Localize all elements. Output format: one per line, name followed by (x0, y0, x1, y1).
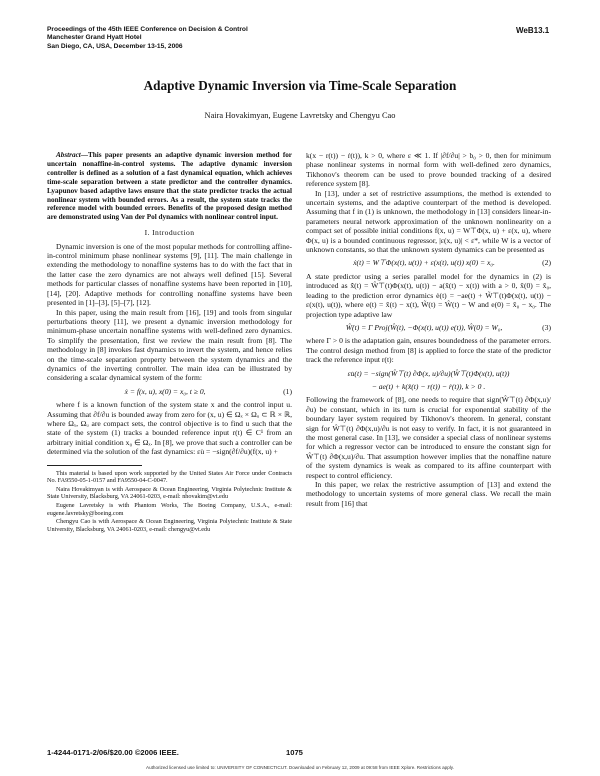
equation-2 (306, 258, 551, 267)
body-paragraph-r3: A state predictor using a series parallel model for the dynamics in (2) is introduced as x̂̇(t) = Ŵ⊤(t)Φ(x(t), u(t)) − a(x̂(t) − x(t)) with a > 0, x̂(0) = x̂₀, leading to the prediction error dynamics ė(t) = −ae(t) + W̃⊤(t)Φ(x(t), u(t)) − ε(x(t), u(t)), where e(t) = x̂(t) − x(t), W̃(t) = Ŵ(t) − W and e(0) = x̂₀ − x₀. The projection type adaptive law (306, 271, 551, 319)
equation-4b-body: − ae(t) + k(x̂(t) − r(t)) − ṙ(t)), k > 0 . (371, 381, 486, 391)
header-line-3: San Diego, CA, USA, December 13-15, 2006 (47, 42, 183, 50)
equation-3-number: (3) (542, 322, 551, 332)
equation-4-line-2 (306, 382, 551, 391)
footer-isbn: 1-4244-0171-2/06/$20.00 ©2006 IEEE. (47, 748, 179, 757)
equation-1-body: ẋ = f(x, u), x(0) = x₀, t ≥ 0, (124, 386, 206, 396)
intro-paragraph-1: Dynamic inversion is one of the most popular methods for controlling affine-in-control minimum phase nonlinear systems [9], [11]. The main challenge in extending the methodology to nonaffine systems has to do with the fact that in the latter case the zero dynamics are not always well defined [15]. Several methods for particular classes of nonaffine systems have been reported in [10], [14], [20]. Adaptive methods for controlling nonaffine systems have been presented in [1]–[3], [5]–[7], [12]. (47, 241, 292, 308)
equation-4a-body: εu̇(t) = −sign(Ŵ⊤(t) ∂Φ(x, u)/∂u)(Ŵ⊤(t)Φ(x(t), u(t)) (347, 368, 510, 378)
equation-3-body: Ŵ̇(t) = Γ Proj(Ŵ(t), −Φ(x(t), u(t)) e(t)), Ŵ(0) = W₀, (345, 322, 503, 332)
footnote-author-2: Eugene Lavretsky is with Phantom Works, The Boeing Company, U.S.A., e-mail: eugene.lavretsky@boeing.com (47, 501, 292, 517)
abstract-text: —This paper presents an adaptive dynamic inversion method for uncertain nonaffine-in-control systems. The adaptive dynamic inversion controller is defined as a solution of a fast dynamical equation, which achieves time-scale separation between a state predictor and the controller dynamics. Lyapunov based adaptive laws ensure that the state predictor tracks the actual nonlinear system with bounded errors. As a result, the system state tracks the reference model with bounded errors. Benefits of the proposed design method are demonstrated using Van der Pol dynamics with nonlinear control input. (47, 151, 292, 222)
author-list: Naira Hovakimyan, Eugene Lavretsky and Chengyu Cao (204, 111, 396, 120)
proceedings-header (47, 26, 248, 51)
license-notice: Authorized licensed use limited to: UNIVERSITY OF CONNECTICUT. Downloaded on February 12, 2009 at 09:58 from IEEE Xplore. Restrictions apply. (146, 765, 454, 770)
equation-1-number: (1) (283, 386, 292, 396)
header-line-1: Proceedings of the 45th IEEE Conference on Decision & Control (47, 26, 248, 33)
right-column (306, 151, 551, 741)
equation-2-body: ẋ(t) = W⊤Φ(x(t), u(t)) + ε(x(t), u(t)) x(0) = x₀. (353, 258, 495, 268)
body-paragraph-r5: Following the framework of [8], one needs to require that sign(Ŵ⊤(t) ∂Φ(x,u)/∂u) be constant, which in its turn is crucial for exponential stability of the boundary layer system required by Tikhonov's theorem. In general, constant sign for Ŵ⊤(t) ∂Φ(x,u)/∂u is not easy to verify. In fact, it is not guaranteed in the most general case. In [13], we consider a special class of nonlinear systems for which a regressor vector can be introduced to ensure the constant sign for Ŵ⊤(t) ∂Φ(x,u)/∂u. That assumption however implies that the nonaffine nature of the system dynamics is weak as compared to its affine counterpart with respect to control efficiency. (306, 395, 551, 480)
session-label: WeB13.1 (516, 26, 550, 35)
abstract-lead: Abstract (56, 151, 81, 159)
body-paragraph-r6: In this paper, we relax the restrictive assumption of [13] and extend the methodology to uncertain systems of more general class. We recall the main result from [16] that (306, 480, 551, 508)
header-line-2: Manchester Grand Hyatt Hotel (47, 34, 142, 42)
footnote-divider (47, 465, 142, 466)
page-number: 1075 (286, 748, 303, 757)
footnote-author-1: Naira Hovakimyan is with Aerospace & Ocean Engineering, Virginia Polytechnic Institute & State University, Blacksburg, VA 24061-0203, e-mail: nhovakim@vt.edu (47, 485, 292, 501)
intro-paragraph-2: In this paper, using the main result from [16], [19] and tools from singular perturbations theory [11], we present a dynamic inversion methodology for minimum-phase uncertain nonaffine systems with well-defined zero dynamics. To simplify the presentation, first we review the main result from [8]. The methodology in [8] invokes fast dynamics to invert the system, and hence relies on the time-scale separation property between the system dynamics and the dynamics of the inverting controller. The main idea can be illustrated by considering a scalar dynamical system of the form: (47, 307, 292, 383)
footnote-funding: This material is based upon work supported by the United States Air Force under Contracts No. FA9550-05-1-0157 and FA9550-04-C-0047. (47, 469, 292, 485)
equation-1 (47, 387, 292, 396)
body-paragraph-r2: In [13], under a set of restrictive assumptions, the method is extended to uncertain systems, and the adaptive counterpart of the method is developed. Assuming that f in (1) is unknown, the methodology in [13] considers linear-in-parameters neural network approximation of the unknown nonlinearity on a compact set of possible initial conditions f(x, u) = W⊤Φ(x, u) + ε(x, u), where Φ(x, u) is a bounded continuous regressor, |ε(x, u)| < ε*, while W is a vector of unknown constants, so that the unknown system dynamics can be presented as (306, 188, 551, 255)
paper-title: Adaptive Dynamic Inversion via Time-Scale Separation (143, 78, 457, 93)
body-paragraph-r1: k(x − r(t)) − ṙ(t)), k > 0, where ε ≪ 1. If |∂f/∂u| > b₀ > 0, then for minimum phase nonlinear systems in normal form with well-defined zero dynamics, Tikhonov's theorem can be used to prove bounded tracking of a desired reference system [8]. (306, 151, 551, 189)
section-heading-introduction: I. Introduction (144, 228, 195, 238)
equation-4-line-1 (306, 369, 551, 378)
equation-2-number: (2) (542, 258, 551, 268)
equation-3 (306, 323, 551, 332)
body-paragraph-r4: where Γ > 0 is the adaptation gain, ensures boundedness of the parameter errors. The control design method from [8] is applied to force the state of the predictor track the reference input r(t): (306, 336, 551, 365)
footnote-author-3: Chengyu Cao is with Aerospace & Ocean Engineering, Virginia Polytechnic Institute & State University, Blacksburg, VA 24061-0203, e-mail: chengyu@vt.edu (47, 518, 292, 533)
intro-paragraph-3: where f is a known function of the system state x and the control input u. Assuming that ∂f/∂u is bounded away from zero for (x, u) ∈ Ωₓ × Ωᵤ ⊂ ℝ × ℝ, where Ωₓ, Ωᵤ are compact sets, the control objective is to find u such that the state of the system (1) tracks a bounded reference input r(t) ∈ C¹ from an arbitrary initial condition x₀ ∈ Ωₓ. In [8], we prove that such a controller can be determined via the solution of the fast dynamics: εu̇ = −sign(∂f/∂u)(f(x, u) + (47, 400, 292, 457)
abstract (47, 151, 292, 222)
left-column (47, 151, 292, 741)
